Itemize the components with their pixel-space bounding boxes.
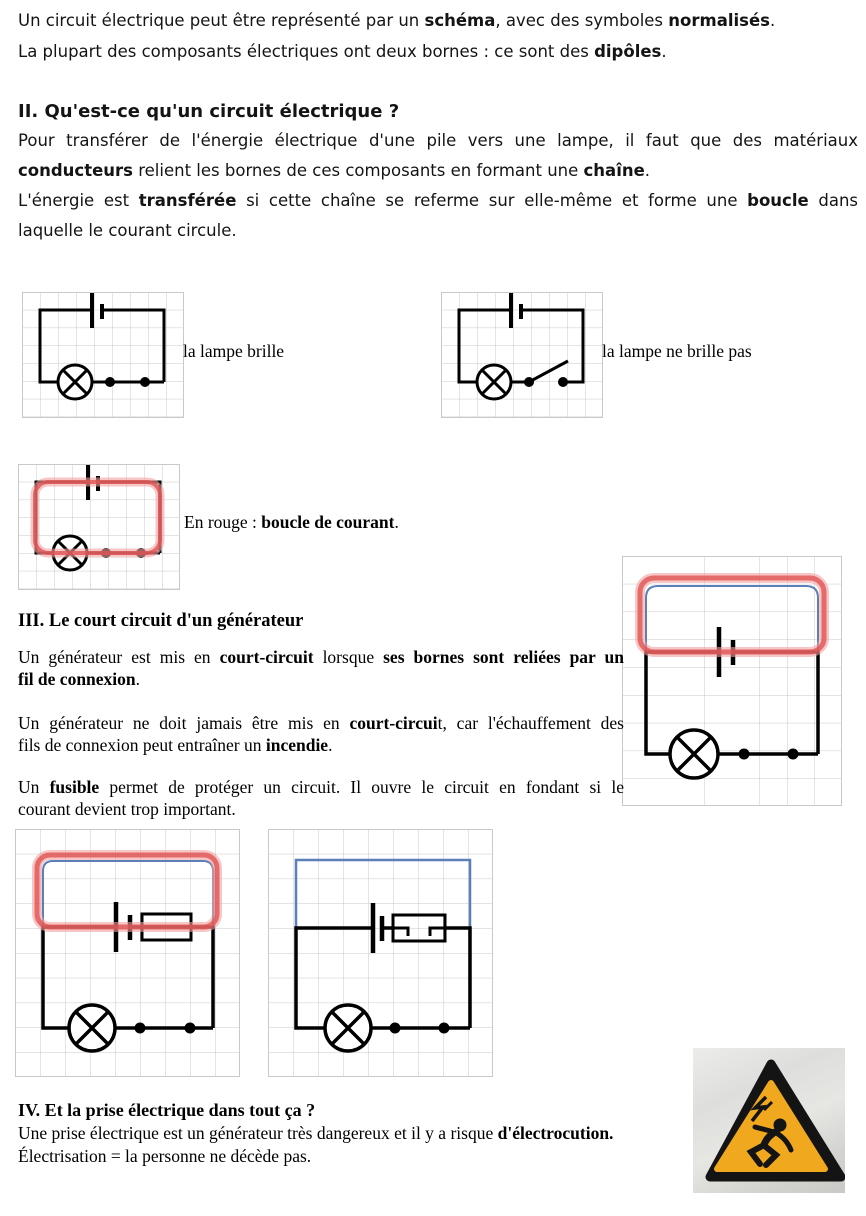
intro-line-1: Un circuit électrique peut être représenté par un schéma, avec des symboles normalisés.	[18, 11, 776, 30]
text-line: courant devient trop important.	[18, 799, 236, 819]
section4-paragraph-2: Électrisation = la personne ne décède pas.	[18, 1146, 312, 1166]
circuit-fuse-blown-figure	[268, 829, 493, 1077]
text-line: laquelle le courant circule.	[18, 221, 237, 240]
text-line: fils de connexion peut entraîner un incendie.	[18, 735, 333, 755]
section3-paragraph-3	[18, 776, 624, 820]
section3-heading: III. Le court circuit d'un générateur	[18, 611, 304, 631]
circuit-current-loop-figure	[18, 464, 180, 590]
lamp-on-label: la lampe brille	[183, 341, 285, 361]
text-line: Un générateur est mis en court-circuit lorsque ses bornes sont reliées par un	[18, 647, 624, 667]
text-line: Un fusible permet de protéger un circuit. Il ouvre le circuit en fondant si le	[18, 777, 624, 797]
lamp-icon	[670, 730, 718, 778]
text-line: fil de connexion.	[18, 669, 141, 689]
section4-heading: IV. Et la prise électrique dans tout ça ?	[18, 1100, 316, 1120]
lamp-off-label: la lampe ne brille pas	[602, 341, 752, 361]
intro-paragraphs	[18, 5, 858, 67]
circuit-short-circuit-figure	[622, 556, 842, 806]
electrocution-warning-photo	[693, 1048, 845, 1193]
lamp-icon	[477, 365, 511, 399]
text-line: conducteurs relient les bornes de ces composants en formant une chaîne.	[18, 161, 651, 180]
lamp-icon	[325, 1005, 371, 1051]
section4-paragraph-1: Une prise électrique est un générateur très dangereux et il y a risque d'électrocution.	[18, 1123, 614, 1143]
warning-triangle-sign	[693, 1048, 845, 1193]
circuit-lamp-on-figure	[22, 292, 184, 418]
circuit-lamp-off-figure	[441, 292, 603, 418]
text-line: Pour transférer de l'énergie électrique d'une pile vers une lampe, il faut que des matériaux	[18, 131, 858, 150]
current-loop-label: En rouge : boucle de courant.	[184, 512, 399, 532]
section3-paragraph-1	[18, 646, 624, 690]
intro-line-2: La plupart des composants électriques ont deux bornes : ce sont des dipôles.	[18, 42, 667, 61]
section2-heading: II. Qu'est-ce qu'un circuit électrique ?	[18, 101, 400, 122]
section3-paragraph-2	[18, 712, 624, 756]
section2-paragraphs	[18, 126, 858, 246]
text-line: L'énergie est transférée si cette chaîne se referme sur elle-même et forme une boucle dans	[18, 191, 858, 210]
lamp-icon	[58, 365, 92, 399]
text-line: Un générateur ne doit jamais être mis en court-circuit, car l'échauffement des	[18, 713, 624, 733]
circuit-fuse-highlight-figure	[15, 829, 240, 1077]
lamp-icon	[69, 1005, 115, 1051]
